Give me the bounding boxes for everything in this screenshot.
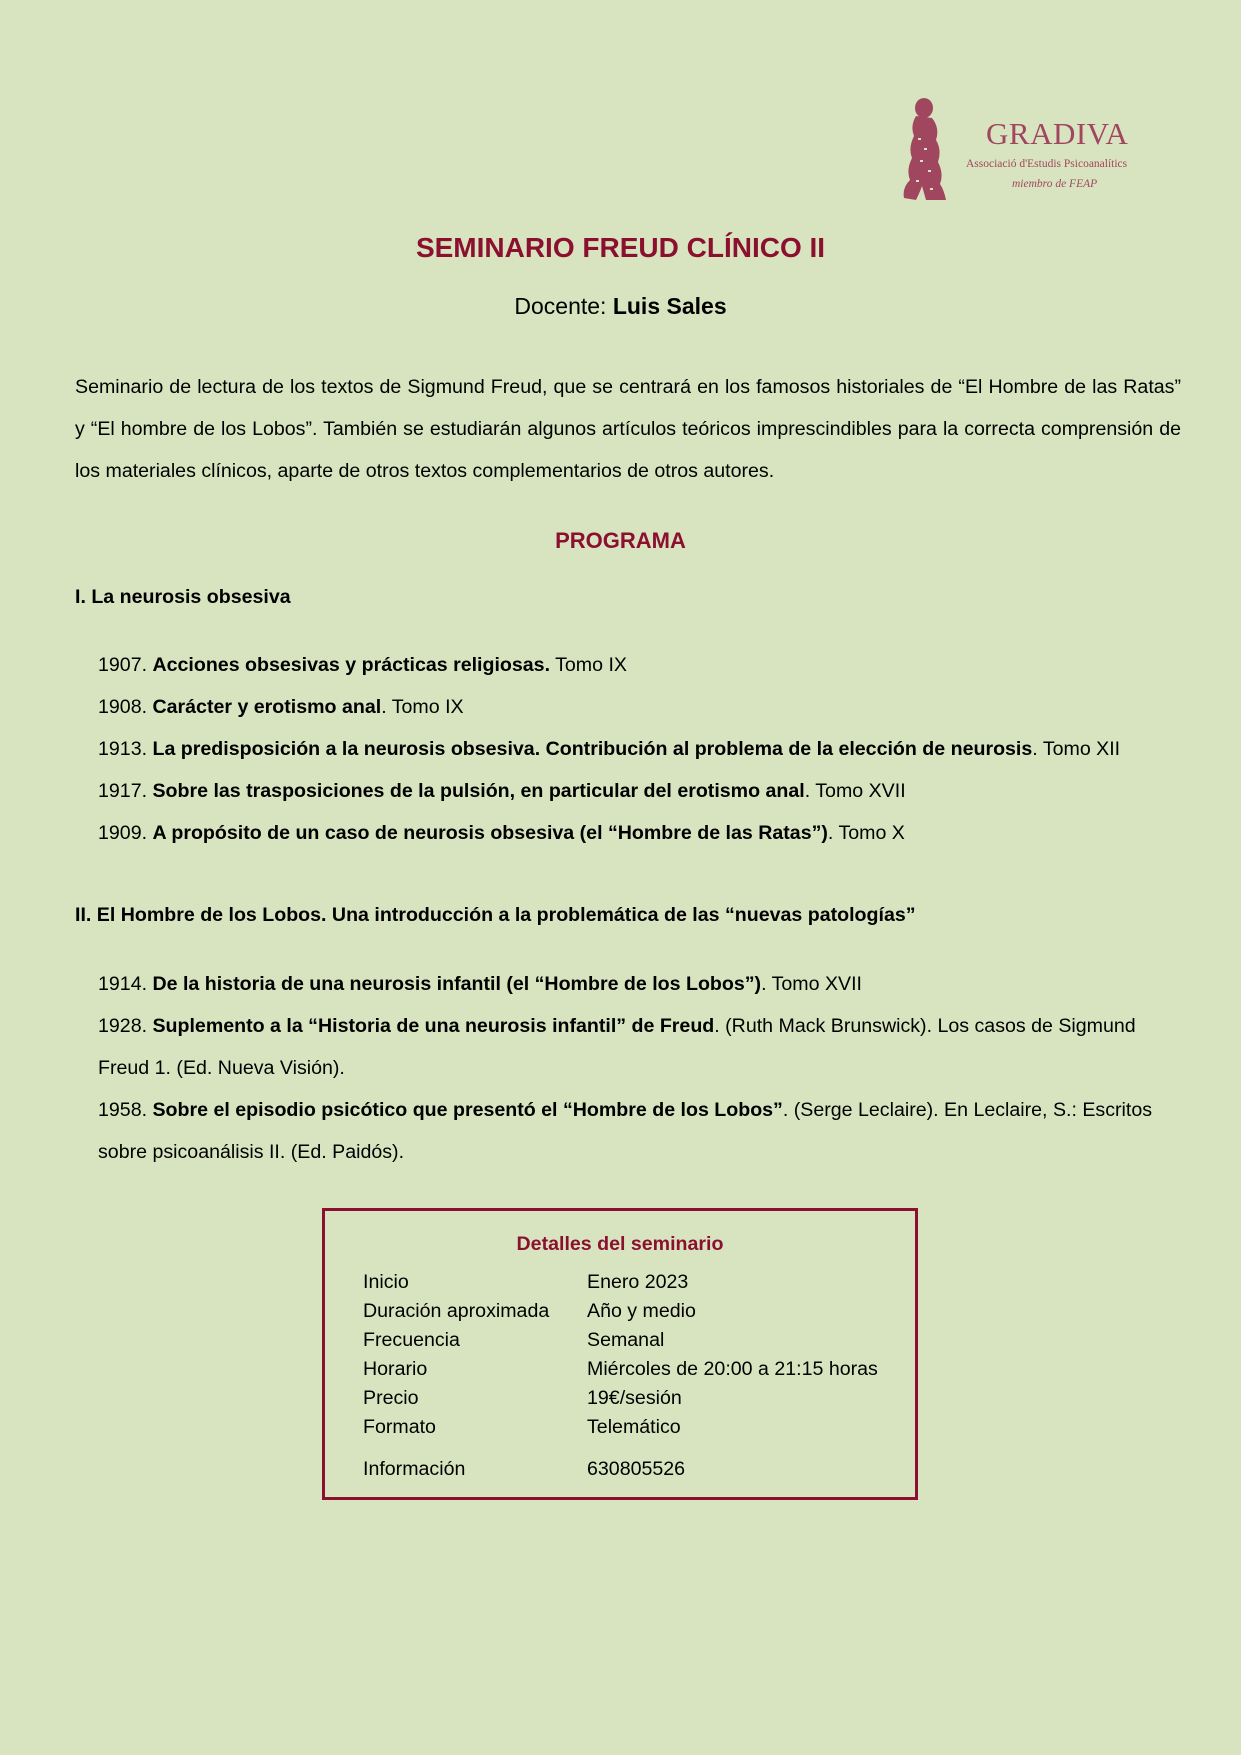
entry-title: Sobre las trasposiciones de la pulsión, en particular del erotismo anal (152, 780, 805, 802)
entry-rest: Tomo IX (550, 654, 627, 676)
teacher-name: Luis Sales (612, 293, 727, 319)
page-title: SEMINARIO FREUD CLÍNICO II (415, 232, 826, 263)
entry-title: Carácter y erotismo anal (152, 696, 382, 718)
list-item (98, 1005, 1188, 1089)
teacher-label: Docente: (514, 293, 613, 319)
table-row (363, 1384, 878, 1413)
entry-title: A propósito de un caso de neurosis obsesiva (el “Hombre de las Ratas”) (152, 822, 828, 844)
entry-rest: . Tomo XII (1032, 738, 1121, 760)
entry-rest: . Tomo XVII (761, 973, 862, 995)
list-item (98, 728, 1188, 770)
entry-rest: . Tomo X (827, 822, 905, 844)
list-item (98, 1089, 1188, 1173)
list-item (98, 644, 1188, 686)
intro-paragraph: Seminario de lectura de los textos de Sigmund Freud, que se centrará en los famosos historiales de “El Hombre de las Ratas” y “El hombre de los Lobos”. También se estudiarán algunos artículos teóricos imprescindibles para la correcta comprensión de los materiales clínicos, aparte de otros textos complementarios de otros autores. (75, 376, 1181, 482)
logo-subtitle: Associació d'Estudis Psicoanalítics (966, 158, 1128, 170)
entry-title: Sobre el episodio psicótico que presentó el “Hombre de los Lobos” (152, 1099, 783, 1121)
table-row (363, 1413, 878, 1442)
entry-year: 1917. (98, 780, 153, 802)
logo-member: miembro de FEAP (1012, 178, 1098, 190)
detail-value: 630805526 (587, 1458, 686, 1480)
entry-rest: . (Ruth Mack Brunswick). Los casos de Sigmund Freud 1. (Ed. Nueva Visión). (98, 1015, 1136, 1079)
list-item (98, 812, 1188, 854)
entry-year: 1908. (98, 696, 153, 718)
entry-year: 1914. (98, 973, 153, 995)
detail-label: Formato (363, 1416, 436, 1438)
table-row (363, 1268, 878, 1297)
detail-value: Enero 2023 (587, 1271, 689, 1293)
table-row (363, 1326, 878, 1355)
entry-rest: . Tomo XVII (804, 780, 906, 802)
entry-year: 1913. (98, 738, 153, 760)
detail-label: Precio (363, 1387, 419, 1409)
entry-rest: . Tomo IX (381, 696, 464, 718)
section-heading: II. El Hombre de los Lobos. Una introducción a la problemática de las “nuevas patologías” (75, 904, 916, 926)
detail-value: Año y medio (587, 1300, 696, 1322)
detail-value: Telemático (587, 1416, 681, 1438)
details-table (363, 1268, 878, 1484)
detail-label: Información (363, 1458, 466, 1480)
entry-year: 1907. (98, 654, 153, 676)
detail-value: Semanal (587, 1329, 665, 1351)
detail-value: 19€/sesión (587, 1387, 682, 1409)
detail-value: Miércoles de 20:00 a 21:15 horas (587, 1358, 878, 1380)
entry-title: De la historia de una neurosis infantil (el “Hombre de los Lobos”) (152, 973, 762, 995)
detail-label: Frecuencia (363, 1329, 460, 1351)
list-item (98, 963, 1188, 1005)
list-item (98, 686, 1188, 728)
table-row (363, 1297, 878, 1326)
seminar-details-box (322, 1208, 918, 1500)
entry-rest: . (Serge Leclaire). En Leclaire, S.: Escritos sobre psicoanálisis II. (Ed. Paidós). (98, 1099, 1153, 1163)
gradiva-logo (900, 96, 1176, 204)
detail-label: Horario (363, 1358, 428, 1380)
entry-title: Suplemento a la “Historia de una neurosis infantil” de Freud (152, 1015, 715, 1037)
gradiva-figure-icon (900, 96, 950, 202)
table-row (363, 1442, 878, 1484)
details-title: Detalles del seminario (516, 1233, 724, 1255)
entry-title: Acciones obsesivas y prácticas religiosas. (152, 654, 551, 676)
detail-label: Duración aproximada (363, 1300, 550, 1322)
list-item (98, 770, 1188, 812)
logo-name: GRADIVA (986, 116, 1129, 151)
section-heading: I. La neurosis obsesiva (75, 586, 291, 608)
section-entries (98, 963, 1188, 1173)
section-entries (98, 644, 1188, 854)
detail-label: Inicio (363, 1271, 409, 1293)
table-row (363, 1355, 878, 1384)
entry-year: 1958. (98, 1099, 153, 1121)
program-heading: PROGRAMA (555, 528, 686, 553)
entry-title: La predisposición a la neurosis obsesiva. Contribución al problema de la elección de neurosis (152, 738, 1033, 760)
entry-year: 1909. (98, 822, 153, 844)
teacher-line (0, 293, 1241, 320)
entry-year: 1928. (98, 1015, 153, 1037)
